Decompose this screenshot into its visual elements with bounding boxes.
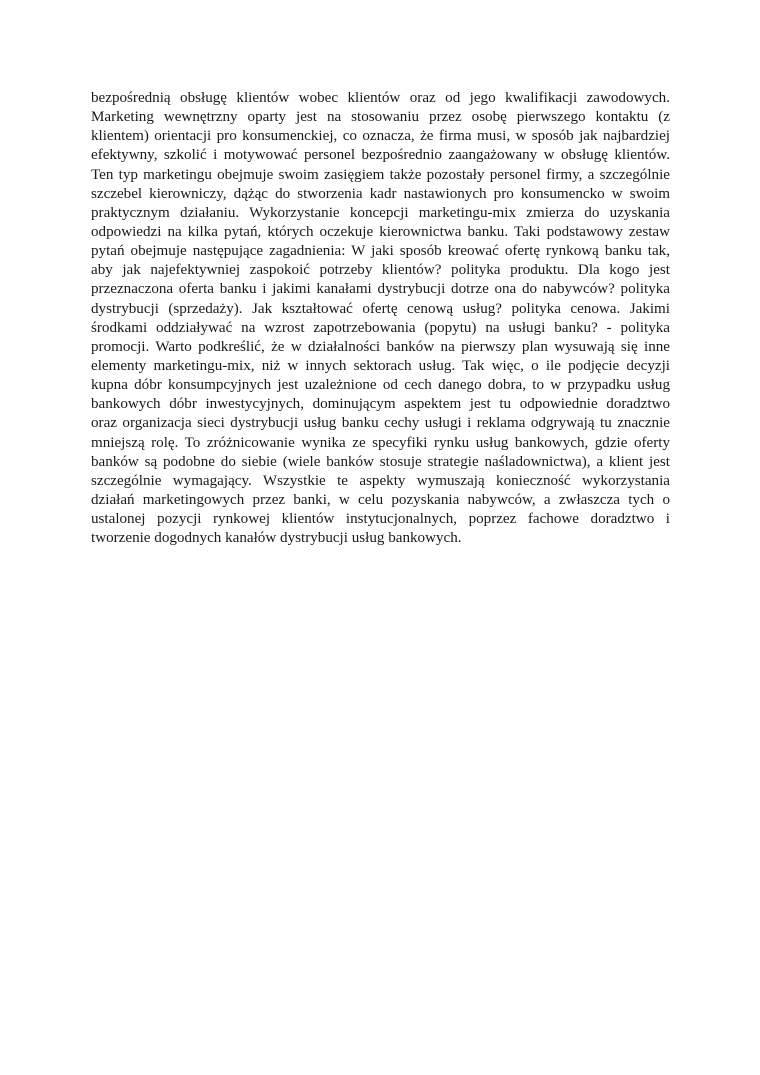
text-line: szczególnie wymagający. Wszystkie te aspekty wymuszają konieczność wykorzystania bbox=[91, 472, 670, 489]
text-line: praktycznym działaniu. Wykorzystanie koncepcji marketingu-mix zmierza do uzyskania bbox=[91, 204, 670, 221]
text-line: aby jak najefektywniej zaspokoić potrzeby klientów? polityka produktu. Dla kogo jest bbox=[91, 262, 670, 279]
text-line: klientem) orientacji pro konsumenckiej, co oznacza, że firma musi, w sposób jak najbardziej bbox=[91, 128, 670, 145]
text-line: bezpośrednią obsługę klientów wobec klientów oraz od jego kwalifikacji zawodowych. bbox=[91, 90, 670, 106]
text-line: efektywny, szkolić i motywować personel bezpośrednio zaangażowany w obsługę klientów. bbox=[91, 147, 670, 164]
text-line: elementy marketingu-mix, niż w innych sektorach usług. Tak więc, o ile podjęcie decyzji bbox=[91, 357, 670, 374]
text-line: promocji. Warto podkreślić, że w działalności banków na pierwszy plan wysuwają się inne bbox=[91, 338, 670, 355]
text-line: szczebel kierowniczy, dążąc do stworzenia kadr nastawionych pro konsumencko w swoim bbox=[91, 185, 670, 202]
text-line: banków są podobne do siebie (wiele banków stosuje strategie naśladownictwa), a klient jest bbox=[91, 453, 670, 470]
text-line: środkami oddziaływać na wzrost zapotrzebowania (popytu) na usługi banku? - polityka bbox=[91, 319, 670, 336]
text-line: Ten typ marketingu obejmuje swoim zasięgiem także pozostały personel firmy, a szczególnie bbox=[91, 166, 670, 183]
text-line: oraz organizacja sieci dystrybucji usług banku cechy usługi i reklama odgrywają tu znacznie bbox=[91, 415, 670, 432]
text-line: pytań obejmuje następujące zagadnienia: W jaki sposób kreować ofertę rynkową banku tak, bbox=[91, 243, 670, 260]
text-line: przeznaczona oferta banku i jakimi kanałami dystrybucji dotrze ona do nabywców? polityka bbox=[91, 281, 670, 298]
text-line: Marketing wewnętrzny oparty jest na stosowaniu przez osobę pierwszego kontaktu (z bbox=[91, 109, 670, 126]
text-line: mniejszą rolę. To zróżnicowanie wynika ze specyfiki rynku usług bankowych, gdzie oferty bbox=[91, 434, 670, 451]
text-line: dystrybucji (sprzedaży). Jak kształtować ofertę cenową usług? polityka cenowa. Jakimi bbox=[91, 300, 670, 317]
text-line: kupna dóbr konsumpcyjnych jest uzależnione od cech danego dobra, to w przypadku usług bbox=[91, 377, 670, 394]
text-line: działań marketingowych przez banki, w celu pozyskania nabywców, a zwłaszcza tych o bbox=[91, 491, 670, 508]
text-line: bankowych dóbr inwestycyjnych, dominującym aspektem jest tu odpowiednie doradztwo bbox=[91, 396, 670, 413]
text-line: odpowiedzi na kilka pytań, których oczekuje kierownictwa banku. Taki podstawowy zestaw bbox=[91, 223, 670, 240]
text-line: ustalonej pozycji rynkowej klientów instytucjonalnych, poprzez fachowe doradztwo i bbox=[91, 511, 670, 528]
body-paragraph bbox=[91, 89, 670, 548]
text-line-last: tworzenie dogodnych kanałów dystrybucji usług bankowych. bbox=[91, 530, 462, 547]
